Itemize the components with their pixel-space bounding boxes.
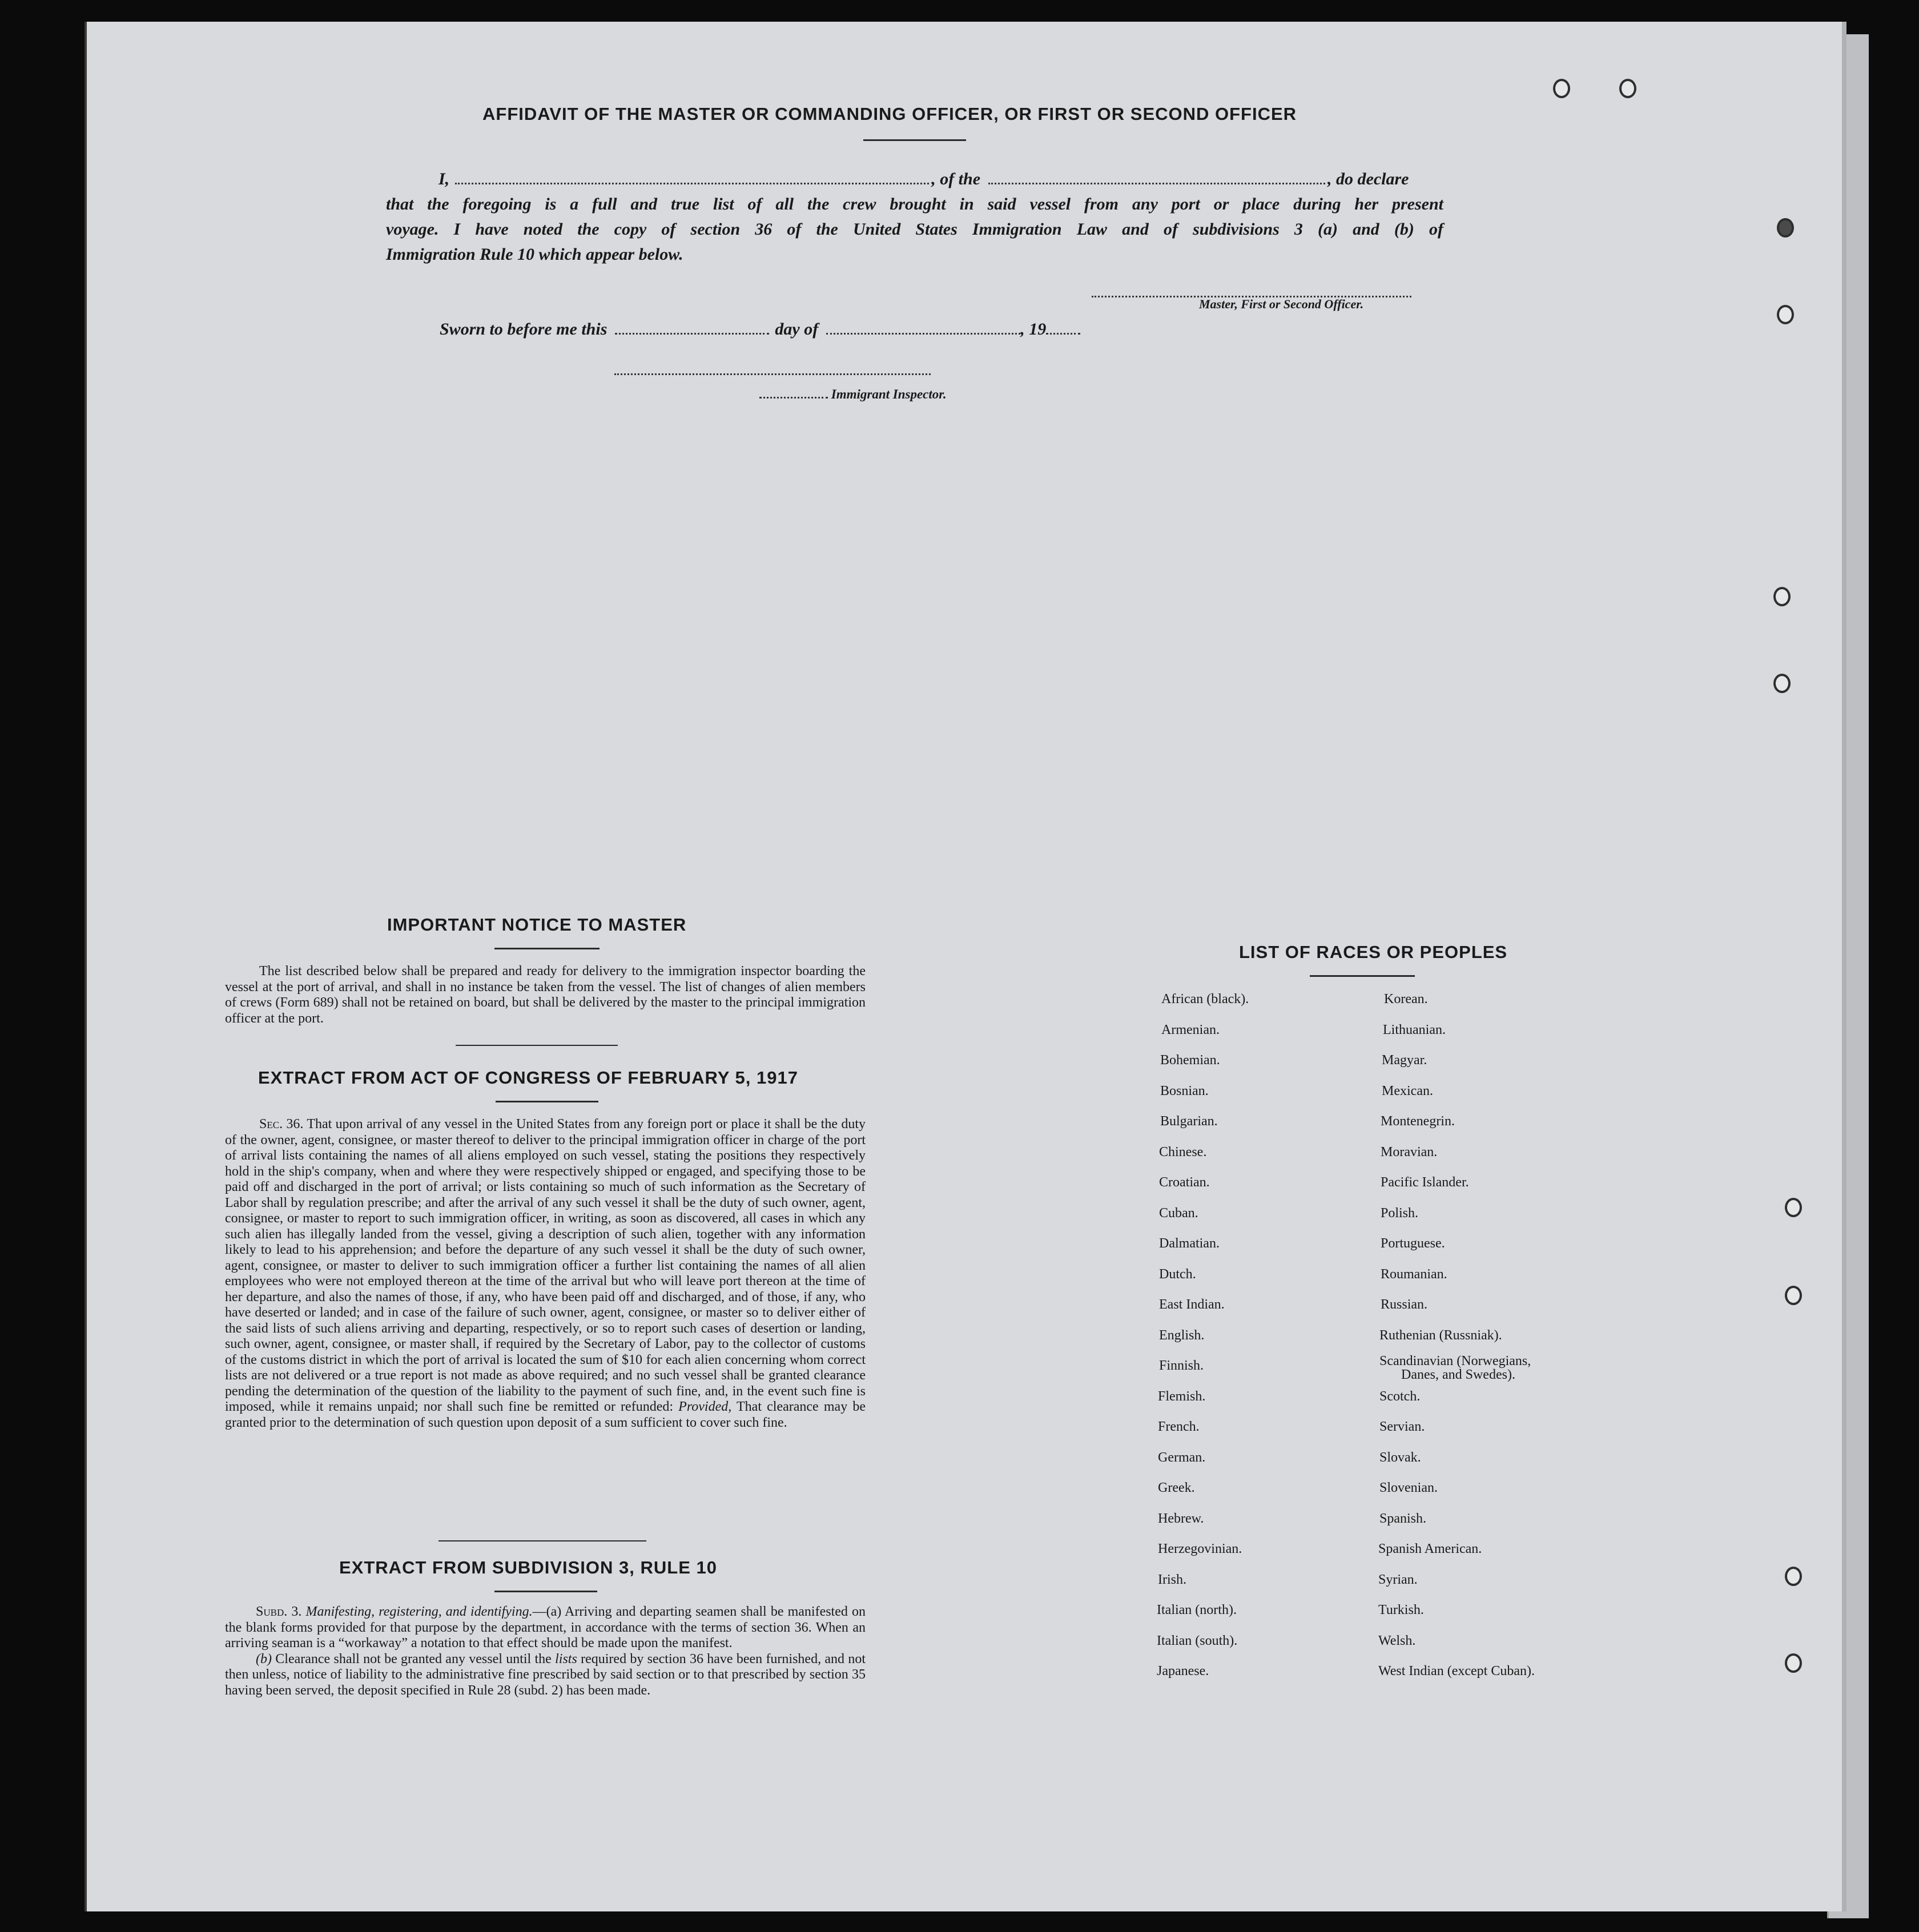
declarant-name-field[interactable] (455, 171, 929, 184)
inspector-label-text: Immigrant Inspector. (831, 387, 947, 401)
rule-title-underline (494, 1591, 597, 1592)
race-item: Dalmatian. (1159, 1236, 1220, 1251)
vessel-name-field[interactable] (988, 171, 1325, 184)
race-item: Turkish. (1378, 1603, 1424, 1617)
race-item: Moravian. (1381, 1144, 1438, 1160)
races-title-underline (1310, 975, 1415, 977)
race-item: Danes, and Swedes). (1401, 1367, 1515, 1382)
rule-subd-b (225, 1652, 866, 1699)
rule-subd-heading: Manifesting, registering, and identifying. (305, 1604, 533, 1619)
race-item: Welsh. (1378, 1633, 1416, 1648)
race-item: Slovenian. (1379, 1480, 1438, 1495)
inspector-label (759, 387, 947, 402)
race-item: Servian. (1379, 1419, 1425, 1434)
notice-title: IMPORTANT NOTICE TO MASTER (387, 915, 687, 935)
race-item: Ruthenian (Russniak). (1379, 1327, 1502, 1343)
race-item: Portuguese. (1381, 1236, 1445, 1251)
declare-label: , do declare (1327, 170, 1409, 188)
notice-text: The list described below shall be prepared and ready for delivery to the immigration inspector boarding the vessel at the port of arrival, and shall in no instance be taken from the vessel. The list of changes of alien members of crews (Form 689) shall not be retained on board, but shall be delivered by the master to the principal immigration officer at the port. (225, 964, 866, 1026)
affidavit-paragraph (386, 167, 1443, 267)
race-item: Slovak. (1379, 1450, 1421, 1465)
notice-title-underline (494, 948, 600, 949)
race-item: Flemish. (1158, 1388, 1206, 1404)
act-title-underline (496, 1101, 598, 1102)
act-divider (438, 1540, 646, 1541)
race-item-scandinavian (1378, 1351, 1535, 1382)
sworn-year: , 19 (1020, 320, 1047, 339)
inspector-dots (759, 389, 828, 399)
affidavit-title: AFFIDAVIT OF THE MASTER OR COMMANDING OFFICER, OR FIRST OR SECOND OFFICER (482, 104, 1297, 124)
binder-hole-icon (1773, 674, 1791, 693)
race-item: Greek. (1158, 1480, 1195, 1495)
race-item: West Indian (except Cuban). (1378, 1664, 1535, 1679)
race-item: Chinese. (1159, 1144, 1207, 1160)
rule-b-lists: lists (555, 1651, 577, 1667)
rule-a-label: —(a) (532, 1604, 562, 1619)
race-item: Roumanian. (1381, 1266, 1447, 1282)
rule-b-label: (b) (256, 1651, 272, 1667)
binder-hole-icon (1777, 218, 1794, 238)
race-item: Bosnian. (1160, 1083, 1209, 1098)
title-underline (863, 139, 966, 141)
race-item: English. (1159, 1327, 1205, 1343)
race-item: Mexican. (1382, 1083, 1433, 1098)
race-item: Finnish. (1159, 1358, 1204, 1373)
race-item: German. (1158, 1450, 1206, 1465)
signature-label: Master, First or Second Officer. (1199, 297, 1364, 311)
of-the-label: , of the (931, 170, 981, 188)
affidavit-line-2: that the foregoing is a full and true list of all the crew brought in said vessel from any port or place during her present (386, 195, 1443, 214)
sworn-month-field[interactable] (826, 321, 1020, 335)
act-section-text: That upon arrival of any vessel in the United States from any foreign port or place it shall be the duty of the owner, agent, consignee, or master thereof to deliver to the principal immigration officer in charge of the port of arrival lists containing the names of all aliens employed on such vessel, stating the positions they respectively hold in the ship's company, when and where they were respectively shipped or engaged, and specifying those to be paid off and discharged in the port of arrival; or lists containing so much of such information as the Secretary of Labor shall by regulation prescribe; and after the arrival of any such vessel it shall be the duty of such owner, agent, consignee, or master to report to such immigration officer, in writing, as soon as discovered, all cases in which any such alien has illegally landed from the vessel, giving a description of such alien, together with any information likely to lead to his apprehension; and before the departure of any such vessel it shall be the duty of such owner, agent, consignee, or master to deliver to such immigration officer a further list containing the names of all alien employees who were not employed thereon at the time of the arrival but who will leave port thereon at the time of her departure, and also the names of those, if any, who have been paid off and discharged, and of those, if any, who have deserted or landed; and in case of the failure of such owner, agent, consignee, or master so to deliver either of the said lists of such aliens arriving and departing, respectively, or so to report such cases of desertion or landing, such owner, agent, consignee, or master shall, if required by the Secretary of Labor, pay to the collector of customs of the customs district in which the port of arrival is located the sum of $10 for each alien concerning whom correct lists are not delivered or a true report is not made as above required; and no such vessel shall be granted clearance pending the determination of the question of the liability to the payment of such fine, and, in the event such fine is imposed, while it remains unpaid; nor shall such fine be remitted or refunded: (225, 1117, 866, 1414)
binder-hole-icon (1777, 305, 1794, 324)
act-provided-label: Provided, (678, 1399, 732, 1414)
race-item: African (black). (1161, 992, 1249, 1007)
race-item: Dutch. (1159, 1266, 1196, 1282)
binder-hole-icon (1773, 587, 1791, 606)
rule-text-block (225, 1604, 866, 1698)
act-provided-text: That clearance may be granted prior to the determination of such question upon deposit of a sum sufficient to cover such fine. (225, 1399, 866, 1430)
race-item: Italian (north). (1157, 1603, 1237, 1617)
inspector-signature-line[interactable] (614, 371, 931, 375)
race-item: Bulgarian. (1160, 1114, 1218, 1129)
sworn-prefix: Sworn to before me this (440, 320, 608, 339)
race-item: Korean. (1384, 992, 1428, 1007)
race-item: Russian. (1381, 1297, 1428, 1312)
rule-a-text: Arriving and departing seamen shall be manifested on the blank forms provided for that purpose by the department, in accordance with the terms of section 36. When an arriving seaman is a “workaway” a notation to that effect should be made upon the manifest. (225, 1604, 866, 1651)
race-item: Bohemian. (1160, 1053, 1220, 1068)
binder-hole-icon (1785, 1286, 1802, 1305)
affidavit-line-3: voyage. I have noted the copy of section 36 of the United States Immigration Law and of subdivisions 3 (a) and (b) of (386, 220, 1443, 239)
races-right-column (1378, 984, 1535, 1687)
sworn-year-field[interactable] (1046, 321, 1080, 335)
sworn-day-of: day of (775, 320, 819, 339)
race-item: Japanese. (1157, 1664, 1209, 1679)
affidavit-line-1 (386, 167, 1443, 192)
binder-hole-icon (1785, 1567, 1802, 1586)
race-item: Scotch. (1379, 1388, 1421, 1404)
binder-hole-icon (1619, 79, 1636, 98)
sworn-day-field[interactable] (615, 321, 769, 335)
notice-divider (456, 1045, 618, 1046)
race-item: Spanish American. (1378, 1541, 1482, 1556)
race-item: Croatian. (1159, 1175, 1210, 1190)
act-title: EXTRACT FROM ACT OF CONGRESS OF FEBRUARY 5, 1917 (258, 1068, 798, 1088)
race-item: Montenegrin. (1381, 1114, 1455, 1129)
act-text-block (225, 1117, 866, 1431)
affidavit-line-4: Immigration Rule 10 which appear below. (386, 245, 683, 264)
act-section-label: Sec. 36. (259, 1117, 304, 1132)
race-item: Lithuanian. (1383, 1022, 1446, 1037)
rule-b-text-1: Clearance shall not be granted any vessel until the (275, 1651, 552, 1667)
race-item: Cuban. (1159, 1205, 1198, 1221)
race-item: Armenian. (1161, 1022, 1220, 1037)
race-item: Herzegovinian. (1158, 1541, 1242, 1556)
rule-subd-label: Subd. 3. (256, 1604, 302, 1619)
binder-hole-icon (1785, 1653, 1802, 1673)
sworn-line (440, 320, 1080, 339)
race-item: Scandinavian (Norwegians, (1379, 1354, 1531, 1368)
race-item: Polish. (1381, 1205, 1419, 1221)
race-item: Pacific Islander. (1381, 1175, 1469, 1190)
rule-title: EXTRACT FROM SUBDIVISION 3, RULE 10 (339, 1557, 717, 1577)
races-title: LIST OF RACES OR PEOPLES (1239, 942, 1508, 962)
race-item: East Indian. (1159, 1297, 1225, 1312)
page-edge (1842, 22, 1846, 1911)
race-item: Italian (south). (1157, 1633, 1238, 1648)
declarant-prefix: I, (438, 170, 450, 188)
rule-b-text-2: required by section 36 have been furnished, and not then unless, notice of liability to the administrative fine prescribed by said section or to that prescribed by section 35 having been served, the deposit specified in Rule 28 (subd. 2) has been made. (225, 1651, 866, 1698)
race-item: French. (1158, 1419, 1200, 1434)
race-item: Spanish. (1379, 1511, 1427, 1526)
race-item: Syrian. (1378, 1572, 1418, 1587)
race-item: Irish. (1158, 1572, 1186, 1587)
binder-hole-icon (1553, 79, 1570, 98)
rule-subd-a (225, 1604, 866, 1652)
race-item: Hebrew. (1158, 1511, 1204, 1526)
races-left-column (1157, 984, 1249, 1687)
binder-hole-icon (1785, 1198, 1802, 1217)
race-item: Magyar. (1382, 1053, 1427, 1068)
